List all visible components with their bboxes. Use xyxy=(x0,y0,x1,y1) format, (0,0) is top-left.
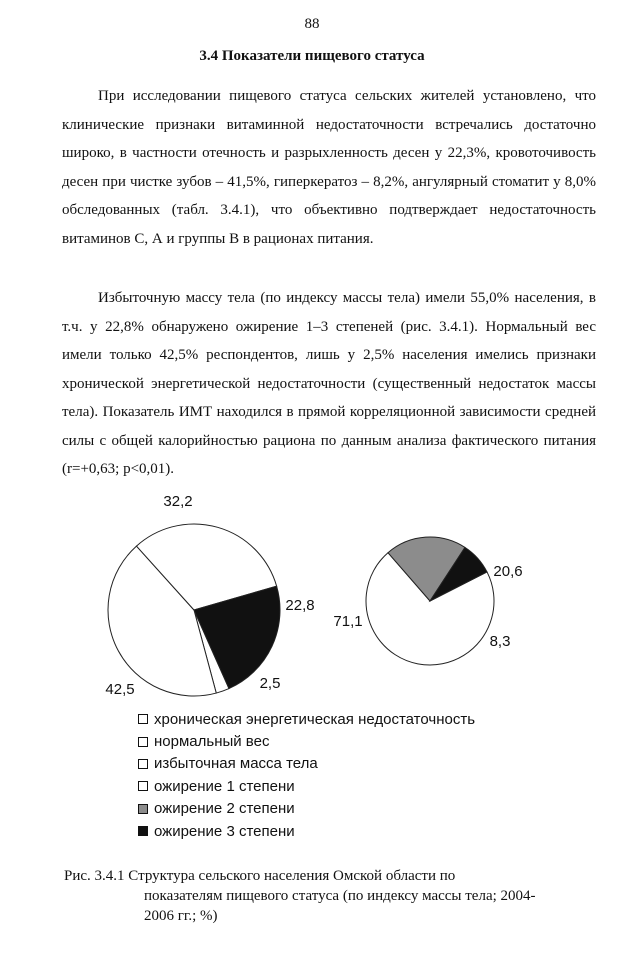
legend-item xyxy=(138,753,475,775)
data-label: 42,5 xyxy=(105,681,135,698)
legend-swatch xyxy=(138,714,148,724)
data-label: 8,3 xyxy=(489,633,511,650)
legend-swatch xyxy=(138,759,148,769)
legend xyxy=(138,708,475,842)
pie-chart-bmi-structure xyxy=(105,493,314,698)
legend-label: избыточная масса тела xyxy=(154,755,318,773)
legend-swatch xyxy=(138,737,148,747)
legend-label: хроническая энергетическая недостаточность xyxy=(154,710,476,728)
legend-item xyxy=(138,708,475,730)
figure-caption xyxy=(64,866,544,926)
legend-label: ожирение 2 степени xyxy=(154,800,295,818)
legend-item xyxy=(138,775,475,797)
legend-item xyxy=(138,798,475,820)
page-number: 88 xyxy=(304,16,320,32)
section-title: 3.4 Показатели пищевого статуса xyxy=(199,48,425,64)
pie-chart-obesity-degrees xyxy=(333,537,522,665)
legend-label: ожирение 3 степени xyxy=(154,822,295,840)
pie-charts xyxy=(0,480,624,702)
data-label: 20,6 xyxy=(493,563,523,580)
caption-rest: показателям пищевого статуса (по индексу массы тела; 2004-2006 гг.; %) xyxy=(144,888,536,924)
paragraph-2: Избыточную массу тела (по индексу массы тела) имели 55,0% населения, в т.ч. у 22,8% обнаружено ожирение 1–3 степеней (рис. 3.4.1). Нормальный вес имели только 42,5% респондентов, лишь у 2,5% населения имелись признаки хронической энергетической недостаточности (существенный недостаток массы тела). Показатель ИМТ находился в прямой корреляционной зависимости средней силы с общей калорийностью рациона по данным анализа фактического питания (r=+0,63; p<0,01). xyxy=(62,290,596,477)
legend-swatch xyxy=(138,826,148,836)
legend-item xyxy=(138,730,475,752)
paragraph-1: При исследовании пищевого статуса сельских жителей установлено, что клинические признаки витаминной недостаточности встречались достаточно широко, в частности отечность и разрыхленность десен у 22,3%, кровоточивость десен при чистке зубов – 41,5%, гиперкератоз – 8,2%, ангулярный стоматит у 8,0% обследованных (табл. 3.4.1), что объективно подтверждает недостаточность витаминов С, А и группы В в рационах питания. xyxy=(62,88,596,247)
legend-label: нормальный вес xyxy=(154,733,270,751)
legend-swatch xyxy=(138,781,148,791)
caption-lead: Рис. 3.4.1 Структура сельского населения Омской области по xyxy=(64,868,456,884)
data-label: 71,1 xyxy=(333,613,363,630)
legend-item xyxy=(138,820,475,842)
data-label: 22,8 xyxy=(285,597,315,614)
legend-label: ожирение 1 степени xyxy=(154,777,295,795)
data-label: 32,2 xyxy=(163,493,193,510)
legend-swatch xyxy=(138,804,148,814)
data-label: 2,5 xyxy=(259,675,281,692)
